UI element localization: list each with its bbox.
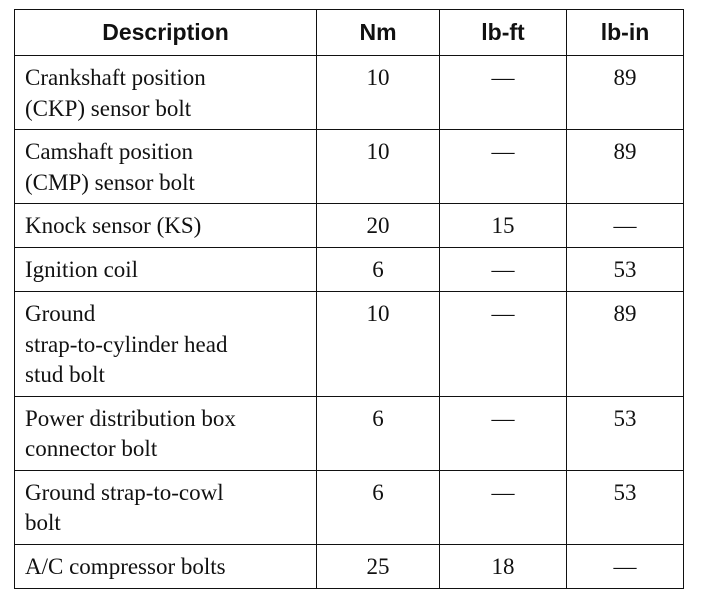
description-cell: A/C compressor bolts [15, 544, 317, 588]
lbft-cell: — [440, 130, 567, 204]
description-cell: Ground strap-to-cylinder head stud bolt [15, 292, 317, 397]
lbft-cell: — [440, 396, 567, 470]
nm-cell: 6 [317, 396, 440, 470]
lbft-cell: — [440, 470, 567, 544]
lbin-cell: 89 [567, 292, 684, 397]
description-cell: Crankshaft position (CKP) sensor bolt [15, 56, 317, 130]
lbft-cell: — [440, 292, 567, 397]
table-row [15, 204, 684, 248]
nm-cell: 25 [317, 544, 440, 588]
lbin-cell: 53 [567, 396, 684, 470]
nm-cell: 6 [317, 470, 440, 544]
header-lbft: lb-ft [440, 10, 567, 56]
torque-specification-table [14, 9, 684, 589]
header-nm: Nm [317, 10, 440, 56]
nm-cell: 6 [317, 248, 440, 292]
table-row [15, 248, 684, 292]
table-row [15, 544, 684, 588]
nm-cell: 10 [317, 292, 440, 397]
header-row [15, 10, 684, 56]
lbft-cell: — [440, 56, 567, 130]
description-cell: Camshaft position (CMP) sensor bolt [15, 130, 317, 204]
table-row [15, 292, 684, 397]
lbin-cell: — [567, 544, 684, 588]
header-lbin: lb-in [567, 10, 684, 56]
lbft-cell: 15 [440, 204, 567, 248]
description-cell: Knock sensor (KS) [15, 204, 317, 248]
lbft-cell: — [440, 248, 567, 292]
description-cell: Ground strap-to-cowl bolt [15, 470, 317, 544]
table-row [15, 396, 684, 470]
nm-cell: 20 [317, 204, 440, 248]
nm-cell: 10 [317, 130, 440, 204]
table-row [15, 470, 684, 544]
table-row [15, 130, 684, 204]
lbin-cell: 89 [567, 130, 684, 204]
header-description: Description [15, 10, 317, 56]
lbin-cell: 53 [567, 248, 684, 292]
nm-cell: 10 [317, 56, 440, 130]
lbin-cell: — [567, 204, 684, 248]
lbft-cell: 18 [440, 544, 567, 588]
lbin-cell: 89 [567, 56, 684, 130]
description-cell: Ignition coil [15, 248, 317, 292]
lbin-cell: 53 [567, 470, 684, 544]
table-row [15, 56, 684, 130]
description-cell: Power distribution box connector bolt [15, 396, 317, 470]
